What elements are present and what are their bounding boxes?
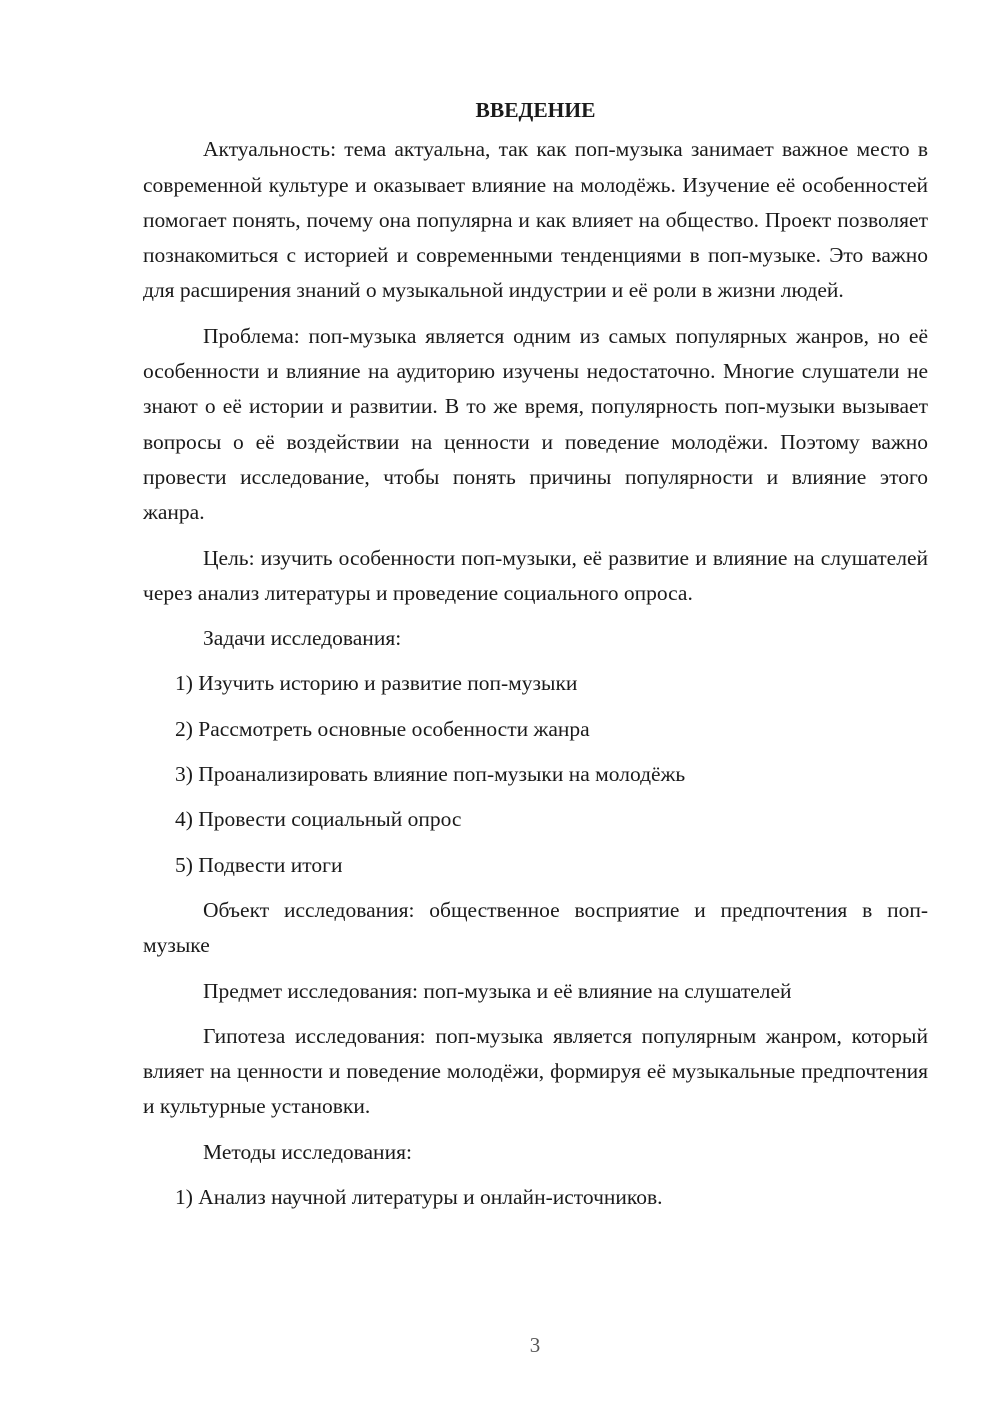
goal-paragraph: Цель: изучить особенности поп-музыки, её развитие и влияние на слушателей через анализ литературы и проведение социального опроса. xyxy=(143,545,928,605)
subject-paragraph: Предмет исследования: поп-музыка и её влияние на слушателей xyxy=(203,978,792,1003)
methods-list xyxy=(143,1180,928,1215)
document-page xyxy=(143,93,928,1215)
tasks-list xyxy=(143,666,928,882)
list-item: 4) Провести социальный опрос xyxy=(175,807,462,832)
page-number: 3 xyxy=(529,1333,541,1357)
list-item: 5) Подвести итоги xyxy=(175,852,343,877)
list-item: 1) Изучить историю и развитие поп-музыки xyxy=(175,671,578,696)
page-title: ВВЕДЕНИЕ xyxy=(475,98,596,122)
relevance-paragraph: Актуальность: тема актуальна, так как поп-музыка занимает важное место в современной культуре и оказывает влияние на молодёжь. Изучение её особенностей помогает понять, почему она популярна и как влияет на общество. Проект позволяет познакомиться с историей и современными тенденциями в поп-музыке. Это важно для расширения знаний о музыкальной индустрии и её роли в жизни людей. xyxy=(143,137,928,303)
methods-title: Методы исследования: xyxy=(203,1139,412,1164)
tasks-title: Задачи исследования: xyxy=(203,626,402,651)
list-item: 2) Рассмотреть основные особенности жанра xyxy=(175,716,590,741)
object-paragraph: Объект исследования: общественное восприятие и предпочтения в поп-музыке xyxy=(143,897,928,958)
hypothesis-paragraph: Гипотеза исследования: поп-музыка является популярным жанром, который влияет на ценности и поведение молодёжи, формируя её музыкальные предпочтения и культурные установки. xyxy=(143,1023,928,1119)
problem-paragraph: Проблема: поп-музыка является одним из самых популярных жанров, но её особенности и влияние на аудиторию изучены недостаточно. Многие слушатели не знают о её истории и развитии. В то же время, популярность поп-музыки вызывает вопросы о её воздействии на ценности и поведение молодёжи. Поэтому важно провести исследование, чтобы понять причины популярности и влияние этого жанра. xyxy=(143,323,928,525)
list-item: 1) Анализ научной литературы и онлайн-источников. xyxy=(175,1185,663,1210)
list-item: 3) Проанализировать влияние поп-музыки на молодёжь xyxy=(175,762,686,787)
